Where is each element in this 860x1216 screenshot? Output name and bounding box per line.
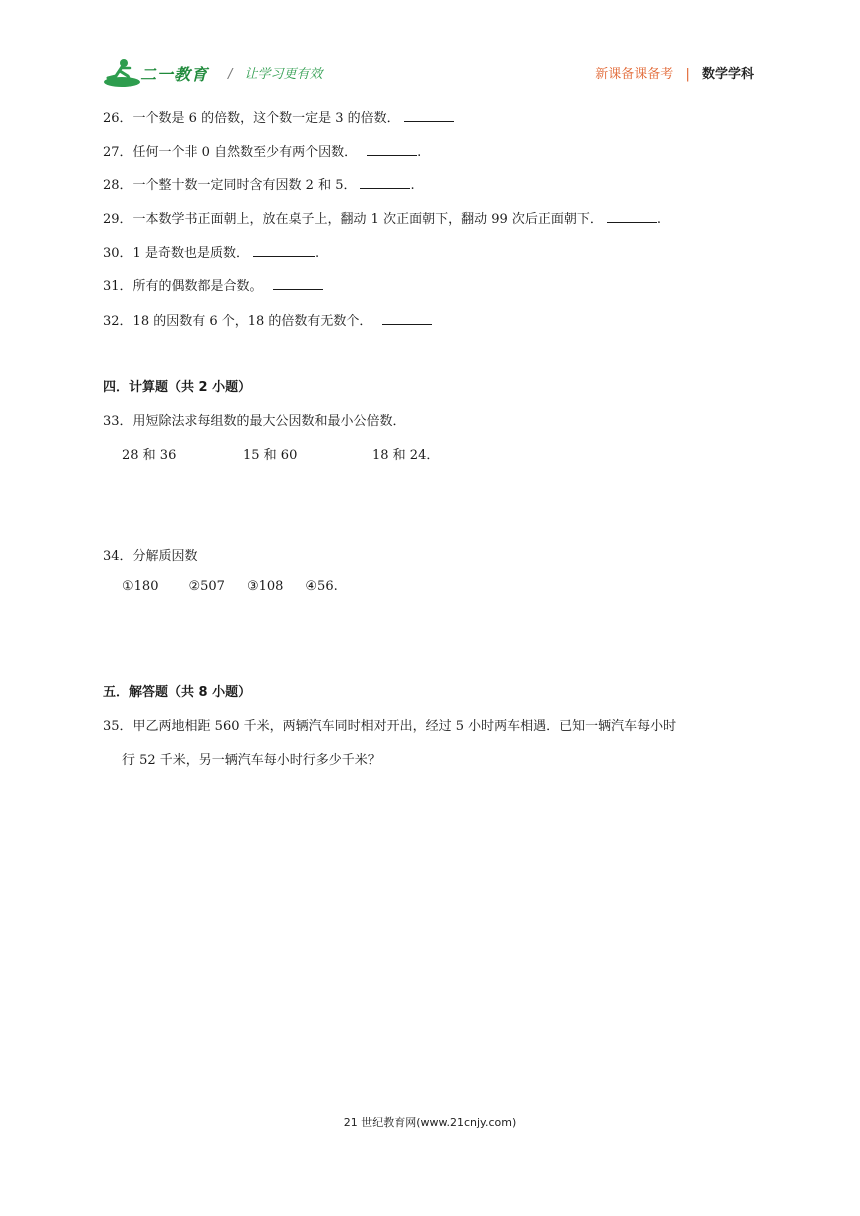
question-text: 30．1 是奇数也是质数． bbox=[103, 246, 249, 261]
answer-blank[interactable] bbox=[253, 244, 315, 257]
section-title-solve: 五．解答题（共 8 小题） bbox=[103, 685, 252, 700]
question-end: . bbox=[410, 178, 415, 193]
answer-blank[interactable] bbox=[404, 109, 454, 122]
question-34: 34．分解质因数 bbox=[103, 549, 198, 564]
slogan bbox=[228, 63, 323, 82]
q34-items bbox=[122, 579, 368, 594]
question-text: 26．一个数是 6 的倍数，这个数一定是 3 的倍数． bbox=[103, 111, 400, 126]
question-28 bbox=[103, 174, 415, 193]
question-35-line1: 35．甲乙两地相距 560 千米，两辆汽车同时相对开出，经过 5 小时两车相遇．已知一辆汽车每小时 bbox=[103, 719, 677, 734]
factor-item: ②507 bbox=[188, 579, 225, 594]
number-pair: 18 和 24． bbox=[372, 448, 440, 463]
question-32 bbox=[103, 310, 432, 329]
question-30 bbox=[103, 242, 319, 261]
page-header bbox=[100, 56, 760, 92]
answer-blank[interactable] bbox=[273, 277, 323, 290]
header-separator: | bbox=[685, 67, 690, 82]
number-pair: 28 和 36 bbox=[122, 448, 177, 463]
section-title-calc: 四．计算题（共 2 小题） bbox=[103, 380, 252, 395]
header-subject: 数学学科 bbox=[701, 67, 754, 82]
logo-text: 二一教育 bbox=[140, 65, 209, 84]
logo bbox=[100, 56, 220, 92]
factor-item: ③108 bbox=[246, 579, 284, 594]
page-footer: 21 世纪教育网(www.21cnjy.com) bbox=[343, 1116, 517, 1129]
question-26 bbox=[103, 107, 454, 126]
factor-item: ①180 bbox=[122, 579, 159, 594]
slogan-text: 让学习更有效 bbox=[244, 67, 323, 82]
answer-blank[interactable] bbox=[607, 210, 657, 223]
question-end: . bbox=[656, 212, 662, 227]
question-end: . bbox=[417, 145, 422, 160]
question-text: 28．一个整十数一定同时含有因数 2 和 5． bbox=[103, 178, 357, 193]
question-35-line2: 行 52 千米，另一辆汽车每小时行多少千米？ bbox=[122, 753, 381, 768]
header-tagline: 新课备课备考 bbox=[595, 67, 674, 82]
runner-logo-icon bbox=[100, 56, 140, 90]
question-31 bbox=[103, 275, 323, 294]
question-end: . bbox=[314, 246, 320, 261]
answer-blank[interactable] bbox=[367, 143, 417, 156]
question-text: 29．一本数学书正面朝上，放在桌子上，翻动 1 次正面朝下，翻动 99 次后正面朝下． bbox=[103, 212, 603, 227]
number-pair: 15 和 60 bbox=[243, 448, 298, 463]
question-text: 32．18 的因数有 6 个，18 的倍数有无数个． bbox=[103, 314, 373, 329]
question-27 bbox=[103, 141, 421, 160]
answer-blank[interactable] bbox=[360, 176, 410, 189]
question-29 bbox=[103, 208, 661, 227]
answer-blank[interactable] bbox=[382, 312, 432, 325]
question-33: 33．用短除法求每组数的最大公因数和最小公倍数． bbox=[103, 414, 406, 429]
factor-item: ④56. bbox=[305, 579, 338, 594]
header-right bbox=[595, 63, 754, 82]
slogan-separator: / bbox=[228, 67, 233, 82]
question-text: 31．所有的偶数都是合数。 bbox=[103, 279, 263, 294]
question-text: 27．任何一个非 0 自然数至少有两个因数． bbox=[103, 145, 358, 160]
